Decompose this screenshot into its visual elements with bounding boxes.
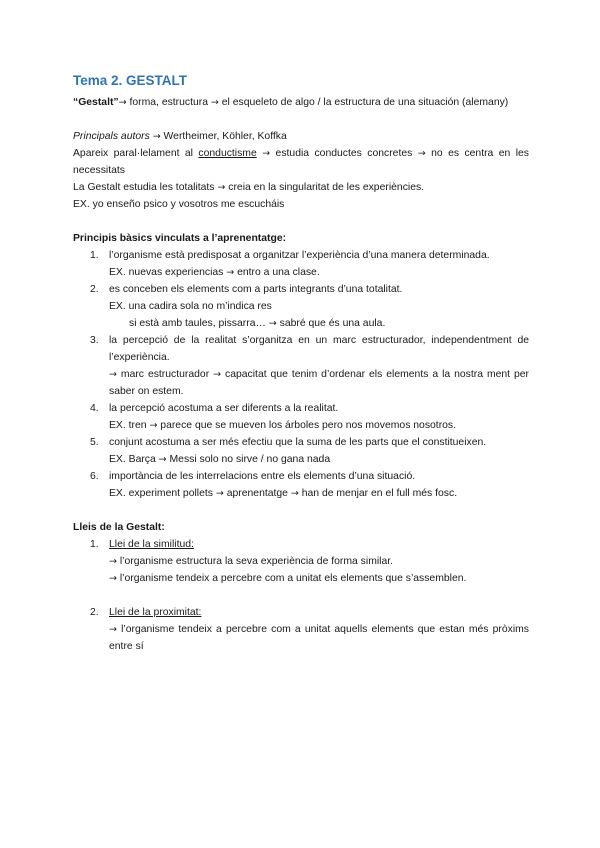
conductisme-line (73, 145, 529, 179)
item-text: la percepció de la realitat s’organitza en un marc estructurador, independentment de l’experiència. (109, 335, 529, 363)
arrow-icon: → (152, 131, 161, 142)
item-number: 2. (90, 284, 99, 295)
note-a: marc estructurador (116, 369, 214, 380)
list-item (73, 247, 529, 281)
list-item (73, 468, 529, 502)
list-item (73, 281, 529, 332)
item-example-cont (109, 315, 529, 332)
authors-names: Wertheimer, Köhler, Koffka (160, 131, 287, 142)
item-example (109, 451, 529, 468)
intro-term: “Gestalt” (73, 97, 119, 108)
item-text: la percepció acostuma a ser diferents a la realitat. (109, 403, 339, 414)
arrow-icon: → (262, 148, 271, 159)
arrow-icon: → (158, 454, 167, 465)
ex-b: Messi solo no sirve / no gana nada (166, 454, 331, 465)
list-item (73, 434, 529, 468)
item-note (109, 366, 529, 400)
item-example (109, 417, 529, 434)
ex-b: parece que se mueven los árboles pero nos movemos nosotros. (157, 420, 457, 431)
item-example: EX. una cadira sola no m’indica res (109, 301, 272, 312)
authors-line (73, 128, 529, 145)
gestalt-line (73, 179, 529, 196)
law-line (109, 621, 529, 655)
item-number: 1. (90, 539, 99, 550)
law-line (109, 553, 529, 570)
principles-list (73, 247, 529, 502)
arrow-icon: → (109, 369, 117, 380)
ex-b: sabré que és una aula. (276, 318, 386, 329)
laws-heading: Lleis de la Gestalt: (73, 522, 165, 533)
arrow-icon: → (217, 182, 226, 193)
list-item (73, 332, 529, 400)
arrow-icon: → (268, 318, 277, 329)
arrow-icon: → (149, 420, 158, 431)
arrow-icon: → (213, 369, 222, 380)
arrow-icon: → (226, 267, 235, 278)
law-line-text: l’organisme tendeix a percebre com a unitat els elements que s’assemblen. (116, 573, 467, 584)
document-page (73, 72, 529, 655)
ex-c: han de menjar en el full més fosc. (298, 488, 458, 499)
item-number: 2. (90, 607, 99, 618)
arrow-icon: → (109, 573, 117, 584)
law-title: Llei de la proximitat: (109, 607, 202, 618)
item-text: conjunt acostuma a ser més efectiu que la suma de les parts que el constitueixen. (109, 437, 487, 448)
item-example (109, 264, 529, 281)
ex-a: EX. nuevas experiencias (109, 267, 227, 278)
item-number: 1. (90, 250, 99, 261)
item-text: es conceben els elements com a parts integrants d’una totalitat. (109, 284, 403, 295)
arrow-icon: → (109, 556, 117, 567)
law-title: Llei de la similitud: (109, 539, 194, 550)
conduct-text-a: Apareix paral·lelament al (73, 148, 199, 159)
list-item (73, 400, 529, 434)
ex-a: EX. experiment pollets (109, 488, 216, 499)
item-number: 3. (90, 335, 99, 346)
law-line-text: l’organisme estructura la seva experiència de forma similar. (116, 556, 394, 567)
arrow-icon: → (109, 624, 117, 635)
ex-a: si està amb taules, pissarra… (129, 318, 269, 329)
ex-a: EX. tren (109, 420, 150, 431)
item-number: 4. (90, 403, 99, 414)
ex-b: entro a una clase. (234, 267, 320, 278)
arrow-icon: → (417, 148, 426, 159)
arrow-icon: → (118, 97, 127, 108)
intro-def-b: el esqueleto de algo / la estructura de una situación (alemany) (218, 97, 509, 108)
doc-title: Tema 2. GESTALT (73, 73, 188, 88)
laws-list (73, 536, 529, 655)
item-text: l’organisme està predisposat a organitzar l’experiència d’una manera determinada. (109, 250, 490, 261)
gestalt-text-b: creia en la singularitat de les experiències. (225, 182, 425, 193)
arrow-icon: → (210, 97, 219, 108)
item-text: importància de les interrelacions entre els elements d’una situació. (109, 471, 416, 482)
item-example (109, 485, 529, 502)
note-b: capacitat que tenim d’ordenar els elements a la nostra ment per saber on estem. (109, 369, 529, 397)
law-line-text: l’organisme tendeix a percebre com a unitat aquells elements que estan més pròxims entre sí (109, 624, 529, 652)
arrow-icon: → (215, 488, 224, 499)
list-item (73, 536, 529, 587)
intro-def-a: forma, estructura (126, 97, 211, 108)
example-line: EX. yo enseño psico y vosotros me escucháis (73, 199, 285, 210)
conduct-text-b: estudia conductes concretes (270, 148, 418, 159)
list-item (73, 604, 529, 655)
conductisme-term: conductisme (198, 148, 257, 159)
item-number: 6. (90, 471, 99, 482)
principles-heading: Principis bàsics vinculats a l’aprenentatge: (73, 233, 287, 244)
law-line (109, 570, 529, 587)
ex-b: aprenentatge (223, 488, 291, 499)
arrow-icon: → (290, 488, 299, 499)
conduct-text-c: no es centra en les necessitats (73, 148, 530, 176)
authors-label: Principals autors (73, 131, 150, 142)
gestalt-text-a: La Gestalt estudia les totalitats (73, 182, 218, 193)
ex-a: EX. Barça (109, 454, 159, 465)
intro-line (73, 94, 529, 111)
item-number: 5. (90, 437, 99, 448)
